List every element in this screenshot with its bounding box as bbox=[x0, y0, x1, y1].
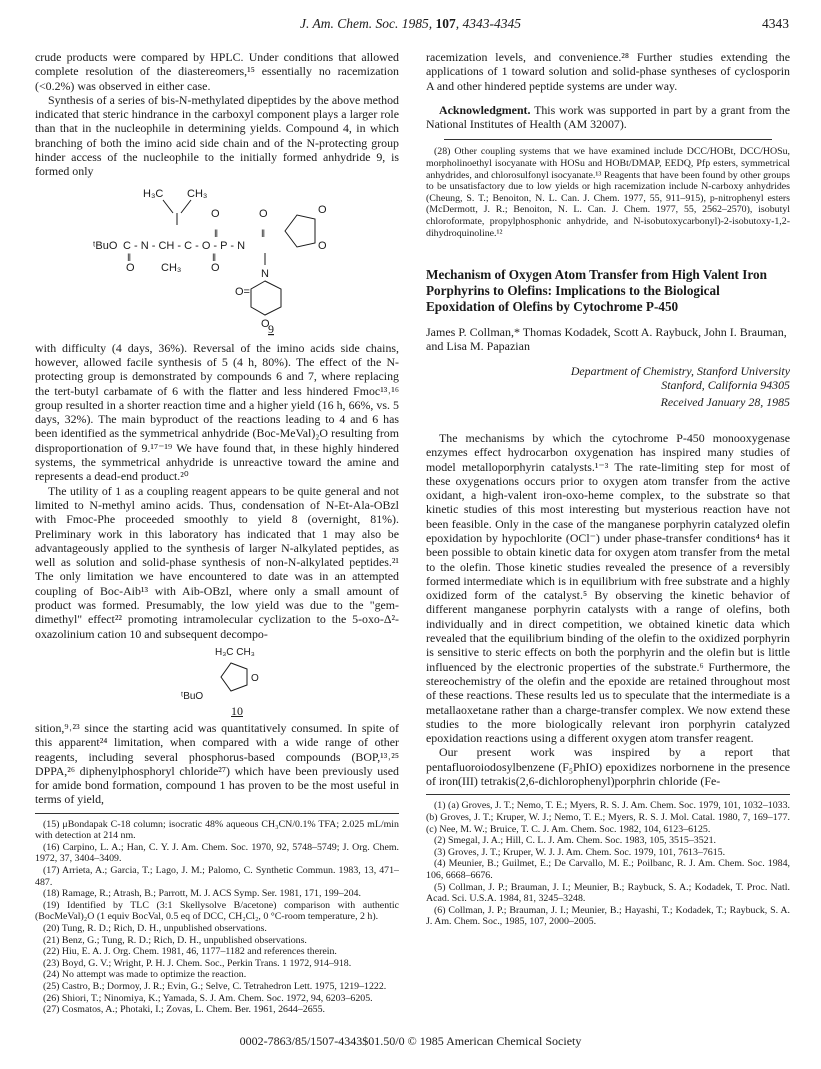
left-footnote-rule bbox=[35, 813, 399, 814]
footnote-3: (3) Groves, J. T.; Kruper, W. J. J. Am. Chem. Soc. 1979, 101, 7613–7615. bbox=[434, 846, 726, 858]
footnote-28: (28) Other coupling systems that we have examined include DCC/HOBt, DCC/HOSu, morpholinoethyl isocyanate with HOSu and HOBt/DMAP, EEDQ, Pfp esters, symmetrical anhydrides, and chlorosulfonyl isocyanate.¹³ Reagents that have been found by other groups to be unsatisfactory due to low yields or high racemization include N-carboxy anhydrides (Cheung, S. T.; Benoiton, N. L. Can. J. Chem. 1977, 55, 911–915), p-nitrophenyl esters (McDermott, J. R.; Benoiton, N. L. Can. J. Chem. 1977, 55, 2562–2570), isobutyl chloroformate, propylphosphonic anhydride, and N-isobutoxycarbonyl)-2-isobutoxy-1,2-dihydroquinoline.¹² bbox=[426, 146, 790, 239]
page-footer: 0002-7863/85/1507-4343$01.50/0 © 1985 American Chemical Society bbox=[239, 1034, 582, 1048]
left-paragraph-1: crude products were compared by HPLC. Under conditions that allowed complete resolution of the diastereomers,¹⁵ essentially no racemization (<0.2%) was observed in either case. bbox=[35, 50, 399, 93]
svg-text:O: O bbox=[318, 203, 327, 216]
structure-9-carbonyl-o: O bbox=[211, 207, 220, 220]
running-header bbox=[0, 16, 821, 36]
right-paragraph-3: Our present work was inspired by a report that pentafluoroiodosylbenzene (F₅PhIO) epoxidizes norbornene in the presence of iron(III) tetrakis(2,6-dichlorophenyl)porphrin chloride (Fe- bbox=[426, 745, 790, 789]
svg-text:‖: ‖ bbox=[212, 252, 217, 264]
footnote-6: (6) Collman, J. P.; Brauman, J. I.; Meunier, B.; Hayashi, T.; Kodadek, T.; Raybuck, S. A. J. Am. Chem. Soc., 1985, 107, 2000–2005. bbox=[426, 904, 790, 928]
svg-text:‖: ‖ bbox=[214, 228, 219, 240]
footnote-26: (26) Shiori, T.; Ninomiya, K.; Yamada, S. J. Am. Chem. Soc. 1972, 94, 6203–6205. bbox=[43, 992, 373, 1004]
footnote-4: (4) Meunier, B.; Guilmet, E.; De Carvallo, M. E.; Poilbanc, R. J. Am. Chem. Soc. 1984, 106, 6668–6676. bbox=[426, 858, 790, 881]
structure-9 bbox=[35, 183, 399, 337]
right-footnote-rule bbox=[444, 139, 772, 140]
journal-citation: J. Am. Chem. Soc. 1985, 107, 4343-4345 bbox=[300, 16, 521, 31]
structure-9-label: 9 bbox=[268, 321, 274, 336]
structure-10-label: 10 bbox=[231, 703, 243, 717]
journal-name: J. Am. Chem. Soc. bbox=[300, 16, 399, 31]
svg-text:N: N bbox=[261, 267, 269, 280]
left-paragraph-5: sition,⁹˒²³ since the starting acid was quantitatively consumed. In spite of this apparent²⁴ limitation, when compared with a wide range of other reagents, including several phosphorus-based compounds (BOP,¹³˒²⁵ DPPA,²⁶ diphenylphosphoryl chloride²⁷) which have been previously used for amide bond formation, compound 1 has proven to be the most useful in terms of yield, bbox=[35, 720, 399, 807]
article-authors: James P. Collman,* Thomas Kodadek, Scott A. Raybuck, John I. Brauman, and Lisa M. Papazian bbox=[426, 324, 787, 354]
page-number: 4343 bbox=[762, 16, 789, 31]
footnote-22: (22) Hiu, E. A. J. Org. Chem. 1981, 46, 1177–1182 and references therein. bbox=[43, 946, 337, 958]
footnote-1: (1) (a) Groves, J. T.; Nemo, T. E.; Myers, R. S. J. Am. Chem. Soc. 1979, 101, 1032–1033. (b) Groves, J. T.; Kruper, W. J.; Nemo, T. E.; Myers, R. S. J. Mol. Catal. 1980, 7, 169–177. (c) Nee, M. W.; Bruice, T. C. J. Am. Chem. Soc. 1982, 104, 6123–6125. bbox=[426, 800, 790, 835]
structure-10-tbuo: ᵗBuO bbox=[181, 690, 204, 702]
left-footnotes bbox=[35, 819, 399, 1016]
structure-10 bbox=[35, 645, 399, 717]
journal-year: 1985 bbox=[401, 16, 429, 31]
footnote-18: (18) Ramage, R.; Atrash, B.; Parrott, M. J. ACS Symp. Ser. 1981, 171, 199–204. bbox=[43, 888, 361, 900]
footnote-19: (19) Identified by TLC (3:1 Skellysolve B/acetone) comparison with authentic (BocMeVal)₂O (1 equiv BocVal, 0.5 eq of DCC, CH₂Cl₂, 0 °C-room temperature, 2 h). bbox=[35, 899, 399, 923]
footnote-5: (5) Collman, J. P.; Brauman, J. I.; Meunier, B.; Raybuck, S. A.; Kodadek, T. Proc. Natl. Acad. Sci. U.S.A. 1984, 81, 3245–3248. bbox=[426, 881, 790, 905]
svg-text:‖: ‖ bbox=[261, 228, 266, 240]
svg-text:O: O bbox=[261, 317, 270, 330]
acknowledgment bbox=[426, 103, 790, 132]
footnote-21: (21) Benz, G.; Tung, R. D.; Rich, D. H., unpublished observations. bbox=[43, 934, 307, 946]
right-footnote-rule-2 bbox=[426, 794, 790, 795]
right-footnotes bbox=[426, 800, 790, 928]
right-paragraph-1: racemization levels, and convenience.²⁸ Further studies extending the applications of 1 toward solution and solid-phase syntheses of cyclosporin A and other hindered peptide systems are under way. bbox=[426, 50, 790, 93]
footnote-20: (20) Tung, R. D.; Rich, D. H., unpublished observations. bbox=[43, 923, 267, 935]
left-paragraph-2: Synthesis of a series of bis-N-methylated dipeptides by the above method indicated that steric hindrance in the carboxyl component plays a larger role than that in the nucleophile in determining yields. Compound 4, in which branching of both the imino acid side chain and of the N-protecting group hinder access of the nucleophile to the initially formed anhydride 9, is formed only bbox=[35, 92, 399, 179]
received-date: Received January 28, 1985 bbox=[660, 394, 790, 409]
left-column bbox=[35, 50, 399, 1016]
structure-9-h3c: H₃C bbox=[143, 187, 164, 200]
structure-10-o: O bbox=[251, 672, 259, 684]
svg-text:O=: O= bbox=[235, 285, 250, 298]
footnote-15: (15) μBondapak C-18 column; isocratic 48% aqueous CH₃CN/0.1% TFA; 2.025 mL/min with detection at 214 nm. bbox=[35, 818, 399, 842]
footnote-25: (25) Castro, B.; Dormoy, J. R.; Evin, G.; Selve, C. Tetrahedron Lett. 1975, 1219–1222. bbox=[43, 981, 387, 992]
affiliation bbox=[426, 364, 790, 393]
left-paragraph-3: with difficulty (4 days, 36%). Reversal of the imino acids side chains, however, allowed facile synthesis of 5 (4 h, 80%). The effect of the N-protecting group is demonstrated by compounds 6 and 7, where replacing the tert-butyl carbamate of 6 with the flatter and less hindered Fmoc¹³˒¹⁶ group resulted in a shorter reaction time and a higher yield (16 h, 66%, vs. 5 days, 32%). The main byproduct of the reactions leading to 4 and 6 has been identified as the symmetrical anhydride (Boc-MeVal)₂O resulting from disproportionation of 9.¹⁷⁻¹⁹ We have found that, in these highly hindered systems, the symmetrical anhydride is unreactive toward the amine and represents a dead-end product.²⁰ bbox=[35, 340, 399, 484]
footnote-2: (2) Smegal, J. A.; Hill, C. L. J. Am. Chem. Soc. 1983, 105, 3515–3521. bbox=[434, 835, 716, 847]
footnote-24: (24) No attempt was made to optimize the reaction. bbox=[43, 969, 247, 981]
footnote-16: (16) Carpino, L. A.; Han, C. Y. J. Am. Chem. Soc. 1970, 92, 5748–5749; J. Org. Chem. 1972, 37, 3404–3409. bbox=[35, 841, 399, 865]
right-column bbox=[426, 50, 790, 928]
structure-10-methyls: H₃C CH₃ bbox=[215, 646, 255, 658]
right-paragraph-2: The mechanisms by which the cytochrome P-450 monooxygenase enzymes effect hydrocarbon oxygenation has inspired many studies of model metalloporphyrin catalysts.¹⁻³ The rate-limiting step for most of these oxygenations occurs prior to oxygen atom transfer from the active oxidant, a high-valent iron-oxo-heme complex, to the substrate so that kinetic studies of this most interesting but mysterious reaction have not been feasible. Only in the case of the manganese porphyrin catalyzed olefin epoxidation by hypochlorite (OCl⁻) under phase-transfer conditions⁴ has it been possible to obtain kinetic data for oxygen atom transfer from the metal to the olefin. Those kinetic studies revealed the presence of a reversibly formed intermediate which is in equilibrium with free substrate and a highly oxidized form of the catalyst.⁵ By observing the kinetic behavior of different manganese porphyrin catalysts with a range of olefins, both individually and in direct competition, we obtained kinetic data which revealed that the equilibrium binding of the olefin to the oxidized porphyrin is sensitive to steric effects on both the porphyrin and the olefin but is little influenced by the electronic properties of the substrate.⁶ Furthermore, the stereochemistry of the olefin and the epoxide are retained throughout most of these reactions. These results led us to speculate that the intermediate is a metallaoxetane rather than a charge-transfer complex. We now extend these studies to the more biologically relevant iron porphyrin catalyzed epoxidation reactions using a different oxygen atom transfer reagent. bbox=[426, 430, 790, 746]
journal-pages: 4343-4345 bbox=[462, 16, 521, 31]
acknowledgment-label: Acknowledgment. bbox=[439, 102, 531, 117]
footnote-17: (17) Arrieta, A.; Garcia, T.; Lago, J. M.; Palomo, C. Synthetic Commun. 1983, 13, 471–487. bbox=[35, 865, 399, 888]
left-paragraph-4: The utility of 1 as a coupling reagent appears to be quite general and not limited to N-methyl amino acids. Thus, condensation of N-Et-Ala-OBzl with Fmoc-Phe proceeded smoothly to yield 8 (overnight, 81%). Preliminary work in this laboratory has indicated that 1 may also be advantageously applied to the synthesis of larger N-alkylated peptides, as well as solution and solid-phase synthesis of non-N-alkylated peptides.²¹ The only limitation we have encountered to date was in an attempted coupling of Boc-Aib¹³ with Aib-OBzl, where only a small amount of product was formed. Presumably, the low yield was due to the "gem-dimethyl" effect²² promoting intramolecular cyclization to the 5-oxo-Δ²-oxazolinium cation 10 and subsequent decompo- bbox=[35, 483, 399, 641]
structure-9-p-o: O bbox=[259, 207, 268, 220]
affiliation-location: Stanford, California 94305 bbox=[661, 378, 790, 393]
structure-9-tbuo: ᵗBuO bbox=[93, 239, 118, 252]
footnote-27: (27) Cosmatos, A.; Photaki, I.; Zovas, L. Chem. Ber. 1961, 2644–2655. bbox=[43, 1004, 325, 1016]
structure-9-ch3-top: CH₃ bbox=[187, 187, 208, 200]
structure-9-o-bottom: O bbox=[126, 261, 135, 274]
svg-text:‖: ‖ bbox=[127, 252, 132, 264]
structure-9-chain: C - N - CH - C - O - P - N bbox=[123, 239, 246, 252]
svg-text:O: O bbox=[211, 261, 220, 274]
footnote-23: (23) Boyd, G. V.; Wright, P. H. J. Chem. Soc., Perkin Trans. 1 1972, 914–918. bbox=[43, 957, 352, 969]
structure-9-ch3-bottom: CH₃ bbox=[161, 261, 182, 274]
acknowledgment-text: This work was supported in part by a grant from the National Institutes of Health (AM 32007). bbox=[426, 102, 790, 132]
affiliation-department: Department of Chemistry, Stanford University bbox=[570, 363, 790, 378]
article-title: Mechanism of Oxygen Atom Transfer from High Valent Iron Porphyrins to Olefins: Implications to the Biological Epoxidation of Olefins by Cytochrome P-450 bbox=[426, 267, 767, 314]
journal-volume: 107 bbox=[435, 16, 456, 31]
svg-text:O: O bbox=[318, 239, 327, 252]
